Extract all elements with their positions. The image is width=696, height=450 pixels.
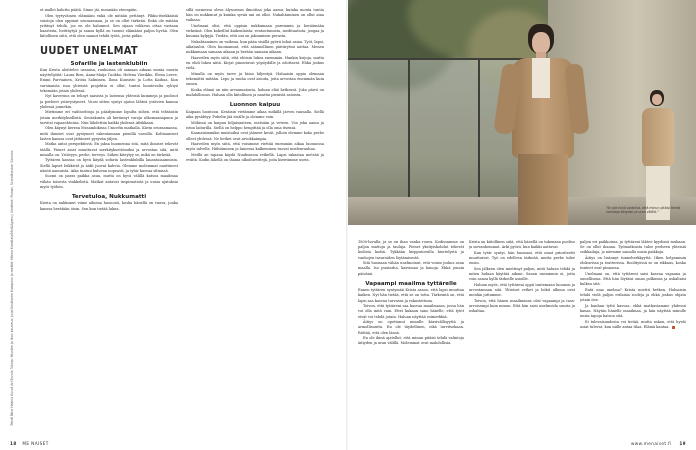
paragraph: Unelmani olisi, että oppisin nukkumaan paremmin ja heräämään virkeänä. Olen kokeillut kaikenlaista: rentoutumista, meditaatiota, joogaa ja kuumia kylpyjä. Tiedän, että uni on jaksamisen perusta. [186,24,324,39]
paragraph: sillä sormessa oleva älysormus ilmoittaa joka aamu, kuinka monta tuntia hän on nukkunut ja kuinka syvää uni on ollut. Nukahtaminen on ollut aina vaikeaa. [186,8,324,23]
section-heading: UUDET UNELMAT [40,43,138,57]
website: www.menaiset.fi [630,441,672,446]
paragraph: Entä oma unelma? Krista miettii hetken. Haluaisin tehdä vielä paljon erilaisia rooleja ja ehkä joskus ohjata jotain itse. [580,288,686,303]
subheading: Tervetuloa, Nukkumatti [71,194,147,201]
subheading: Vapaampi maailma tyttärelle [365,280,457,287]
paragraph: Äitiys on opettanut minulle kärsivällisyyttä ja armollisuutta. En ole täydellinen, eikä tarvitsekaan. Riittää, että olen läsnä. [358,320,464,335]
window-frame [478,60,480,200]
paragraph: Tyttären kanssa on hyvä käydä sofarin lastenklubilla lauantaiaamuisin. Siellä lapset leikkivät ja äidit juovat kahvia. Olemme molemmat nauttineet näistä aamuista. Aika tuntuu kuluvan nopeasti, ja tytär kasvaa silmissä. [40,158,178,173]
paragraph: Kun Krista aloittelee uraansa, ruukuissa oli samaan aikaan monia nuoria näyttelijöitä: Laura Birn, Anna-Maija Tuokko, Helena Vierikko, Elena Leeve, Emmi Parviainen, Krista Salminen, Ilona Kuusisto ja Lotta Kaihua. Kun varsinaista isoa yhteistä projektia ei ollut, tuntui luontevalta ryhtyä tekemään jotain yhdessä. [40,68,178,93]
paragraph: Olen käynyt kerran Mosambikissa Unicefin matkalla. Kävin seuraamassa, mitä ihmiset ovat pystyneet rakentamaan pienillä varoilla. Kohtaamiset lasten kanssa ovat jättäneet pysyvän jäljen. [40,126,178,141]
right-column-3 [580,240,686,440]
right-page [348,0,696,450]
end-mark-icon [672,326,675,329]
woman-figure-reflection [638,90,678,220]
paragraph: et mallei haluttu päätä. Sinne jäi, mennään eteenpäin. [40,8,138,12]
paragraph: Suomi on paras paikka asua, mutta on hyvä välillä katsoa maailmaa vähän toisesta vinkkelistä. Matkat antavat inspiraatiota ja uusia ajatuksia myös työhön. [40,174,178,189]
page-number: 18 [10,441,17,446]
paragraph: Olen tyytyväinen elämääni enkä ole mitään pettänyt. Pikku-itsekkäisiä vaistoja olen oppinut seuraamaan, ja se on ollut tärkeää. Enkä ole mitään yritänyt tehdä, jos en ole halunnut. Sen sijaan rohkeus ottaa vastaan haasteita, heittäytyä ja sanoa kyllä on tuonut elämääni paljon hyvää. Olen kiitollinen siitä, että olen saanut tehdä työtä, josta pidän. [40,13,178,39]
paragraph: Minulla on myös tarve ja himo hiljentyä. Haluaisin oppia olemaan tekemättä mitään. Lepo ja rauha ovat asioita, joita arvostan enemmän kuin ennen. [186,72,324,87]
paragraph: Nukahtaminen on vaikeaa, kun pään sisällä pyörii tuhat asiaa. Työt, lapsi, aikataulut. Olen huomannut, että säännöllinen päivärytmi auttaa. Menen nukkumaan samaan aikaan ja herään samaan aikaan. [186,40,324,55]
paragraph: paljon eri paikkoissa, ja tyttäreni lähtee kyydissä mukaan. Se on ollut ihanaa. Työmatkoista tulee perheen yhteisiä seikkailuja, ja näemme samalla uusia paikkoja. [580,240,686,255]
paragraph: Ennen tyttären syntymää Krista sanoo, että lapsi muuttaa kaiken. Nyt hän tietää, että se on totta. Tärkeintä on, että lapsi saa kasvaa turvassa ja rakastettuna. [358,288,464,303]
right-folio [631,441,686,446]
paragraph: Toivon, että hänen maailmansa olisi vapaampi ja tasa-arvoisempi kuin minun. Että hän saisi unelmoida suuria ja uskaltaa. [469,298,575,314]
paragraph: Krista on kiitollinen siitä, että hänellä on tukenaan puoliso ja isovanhemmat. Arki pyörii, kun kaikki auttavat. [469,240,575,250]
page-number: 19 [679,441,686,446]
paragraph: Haluan myös, että tyttäreni oppii tuntemaan luonnon ja arvostamaan sitä. Yhteiset retket ja leikit ulkona ovat meidän juttumme. [469,282,575,298]
woman-figure [498,24,588,225]
paragraph: Meillä on tapana käydä Nuuksiossa retkellä. Lapsi rakastaa metsää ja eväitä. Kodin lähellä on ihania ulkoilureittejä, joita kierrämme usein. [186,152,324,163]
left-folio [10,441,49,446]
paragraph: Toivon, että tyttäreni saa kasvaa maailmassa, jossa hän voi olla mitä vain. Ettei kukaan sano hänelle, että tytöt eivät voi tehdä jotain. Haluan näyttää esimerkkiä. [358,304,464,319]
paragraph: Ja kunhan tyttö kasvaa, ehkä matkustamme yhdessä kauas. Näytän hänelle maailmaa, ja hän näyttää minulle uusia tapoja katsoa sitä. [580,304,686,319]
photo-credit-text: Teksti Nina Hakola Kuvat Ari Ervola Tukaja: Hiusten ja ihon kauneus; Jussi Kostianen Kampaus ja meikki: Minna Kaartiala/Moi&Agency Vaatteet: Pomar, Scandinavian Saloons [10,150,14,426]
photo-caption: "En ole ikinä ajatellut, että minun pitäisi tehdä valintoja äitiyden ja uran välillä." [606,206,681,215]
paragraph: Kaipaan luontoon. Kesäisin vietämme aikaa mökillä järven rannalla. Siellä aika pysähtyy. Puhelin jää sisälle ja olemme vain. [186,109,324,119]
paragraph: En ole ikinä ajatellut, että minun pitäisi tehdä valintoja äitiyden ja uran välillä. Molemmat ovat mahdollisia. [358,336,464,346]
right-column-2 [469,240,575,440]
window-frame [408,60,410,200]
paragraph [580,320,686,330]
paragraph: Haaveilen myös siitä, että ehtisin lukea enemmän. Hankin kirjoja, mutta en ehdi lukea niitä. Kirjat pinoutuvat yöpöydälle ja odottavat. Ehkä joskus vielä. [186,56,324,71]
photo-credit [10,150,16,426]
paragraph: Koska elämä on niin arvaamatonta, haluan elää hetkessä. Joka päivä on mahdollisuus. Haluan olla kiitollinen ja nauttia pienistä asioista. [186,88,324,98]
left-column-2 [186,8,324,440]
paragraph: Mökissä on kaipuu hiljaisuuteen, metsään ja veteen. Uin joka aamu ja istun laiturilla. Siellä on helppo hengittää ja olla oma itsensä. [186,120,324,130]
paragraph: Haaveilen myös siitä, että voisimme viettää enemmän aikaa luonnossa myös talvella. Hiihtäminen ja lumessa kulkeminen tuovat mielenrauhaa. [186,142,324,152]
subheading: Sofarille ja lastenklubiin [70,60,148,67]
paragraph-text: Ei tulevaisuudesta voi tietää, mutta uskon, että hyvät asiat tulevat, kun niille antaa tilaa. Elämä kantaa. [580,320,686,330]
subheading: Luonnon kaipuu [229,102,281,109]
paragraph: Sen jälkeen olen miettinyt paljon, mitä haluan tehdä ja miten haluan käyttää aikani. Sanon useammin ei, jotta voin sanoa kyllä tärkeille asioille. [469,266,575,282]
paragraph: Matka antoi perspektiiviä. En jaksa huomenna sitä, mitä ihmiset tekevät täällä. Pienet asiat muuttuvat merkityksettömiksi ja arvostan sitä, mitä minulla on. Ystävyys, perhe, terveys. Siihen kiteytyy se, mikä on tärkeää. [40,142,178,157]
left-column-1 [40,8,178,440]
right-column-1 [358,240,464,440]
paragraph: Sitä huonaan vähän unelmoinut, että voisin joskus asua maalla. Iso puutarha, kasvimaa ja kanoja. Ehkä jonain päivänä. [358,261,464,276]
paragraph: Nyt kaveruus on tehnyt naisista jo lastensa yhteisiä kummeja ja puolisot ja perheet ystävystyneet. Vuosi sitten syntyi ajatus lähteä ystävien kanssa yhdessä jonnekin. [40,94,178,109]
paragraph: Kun tytär syntyi, hän huomasi, että omat prioriteetit muuttuivat. Työ on edelleen tärkeää, mutta perhe tulee ensin. [469,250,575,266]
portrait-photo [348,0,696,225]
paragraph: Äitiys on lisännyt tunneherkkyyttä. Itken helpommin elokuvissa ja teatterissa. Roolityössä se on rikkaus, koska tunteet ovat pinnassa. [580,256,686,271]
paragraph: 1800-luvulla, ja se on ihan vanha rouva. Kodissamme on paljon mattoja ja tauluja. Pienet yksityiskohdat tekevät kodista kodin. Tykkään kirpputoreilla kiertelystä ja vanhojen tavaroiden löytämisestä. [358,240,464,260]
paragraph: Krista on nukkunut viime aikoina huonosti, koska hänellä on vauva, jonka kanssa herätään öisin. Sen kun tietää lukea. [40,201,178,211]
paragraph: Kaunaisimmiksi muistoiksi ovat jääneet kesät, jolloin olemme koko perhe olleet yhdessä. Ne hetket ovat arvokkaimpia. [186,131,324,141]
paragraph: Unelmani on, että tyttäreni saisi kasvaa vapaana ja onnellisena. Että hän löytäisi oman polkunsa ja uskaltaisi kulkea sitä. [580,272,686,287]
paragraph: Mietimme eri vaihtoehtoja ja päädyimme lopulta siihen, että tehtäisiin jotain merkityksellistä. Seurakunta oli kerännyt varoja ulkomaanapuun ja tarvitsi vapaaehtoisia. Niin lähdettiin kaikki yhdessä Afrikkaan. [40,110,178,125]
magazine-name: ME NAISET [22,441,49,446]
